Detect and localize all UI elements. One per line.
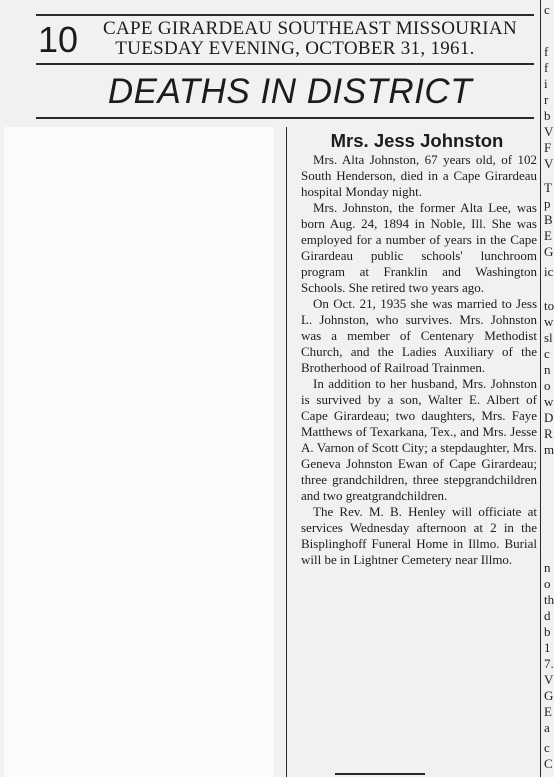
obituary-paragraph: Mrs. Johnston, the former Alta Lee, was born Aug. 24, 1894 in Noble, Ill. She was employed for a number of years in the Cape Girardeau public schools' lunchroom program at Franklin and Washington Schools. She retired two years ago.: [301, 200, 537, 295]
adjacent-column-letter: w: [544, 314, 554, 329]
obituary-paragraph: Mrs. Alta Johnston, 67 years old, of 102 South Henderson, died in a Cape Girardeau hospital Monday night.: [301, 152, 537, 199]
adjacent-column-letter: c: [544, 740, 550, 755]
adjacent-column-letter: w: [544, 394, 554, 409]
adjacent-column-letter: f: [544, 44, 549, 59]
top-rule: [36, 14, 534, 16]
obituary-title: Mrs. Jess Johnston: [330, 130, 504, 151]
adjacent-column-letter: F: [544, 140, 552, 155]
adjacent-column-letter: to: [544, 298, 554, 313]
adjacent-column-letter: R: [544, 426, 553, 441]
adjacent-column-letter: D: [544, 410, 554, 425]
adjacent-column-letter: n: [544, 362, 551, 377]
adjacent-column-letter: V: [544, 672, 554, 687]
adjacent-column-letter: b: [544, 624, 551, 639]
adjacent-column-letter: th: [544, 592, 554, 607]
end-rule: [335, 773, 425, 775]
adjacent-column-letter: V: [544, 156, 554, 171]
adjacent-column-letter: i: [544, 76, 548, 91]
obituary-paragraph: In addition to her husband, Mrs. Johnston is survived by a son, Walter E. Albert of Cape Girardeau; two daughters, Mrs. Faye Matthews of Texarkana, Tex., and Mrs. Jesse A. Varnon of Scott City; a stepdaughter, Mrs. Geneva Johnston Ewan of Cape Girardeau; three grandchildren, three stepgrandchildren and two greatgrandchildren.: [301, 376, 537, 503]
section-headline: DEATHS IN DISTRICT: [107, 72, 473, 111]
adjacent-column-letter: T: [544, 180, 552, 195]
header-rule: [36, 63, 534, 65]
page-number: 10: [38, 19, 79, 60]
obituary-paragraph: The Rev. M. B. Henley will officiate at services Wednesday afternoon at 2 in the Bisplinghoff Funeral Home in Illmo. Burial will be in Lightner Cemetery near Illmo.: [301, 504, 537, 567]
adjacent-column-letter: V: [544, 124, 554, 139]
adjacent-column-letter: E: [544, 704, 552, 719]
adjacent-column-letter: c: [544, 2, 550, 17]
adjacent-column-letter: o: [544, 378, 551, 393]
adjacent-column-letter: B: [544, 212, 553, 227]
adjacent-column-letter: a: [544, 720, 550, 735]
adjacent-column-letter: r: [544, 92, 549, 107]
adjacent-column-letter: 1: [544, 640, 551, 655]
adjacent-column-letter: o: [544, 576, 551, 591]
adjacent-column-letter: G: [544, 244, 554, 259]
adjacent-column-letter: E: [544, 228, 552, 243]
adjacent-column-letter: sl: [544, 330, 553, 345]
adjacent-column-letter: G: [544, 688, 554, 703]
adjacent-column-letter: d: [544, 608, 551, 623]
adjacent-column-letter: m: [544, 442, 554, 457]
obituary-body: [301, 152, 537, 568]
adjacent-column-letter: 7.: [544, 656, 554, 671]
adjacent-column-letter: f: [544, 60, 549, 75]
headline-rule: [36, 117, 534, 119]
adjacent-column-letter: ic: [544, 264, 554, 279]
dateline: TUESDAY EVENING, OCTOBER 31, 1961.: [115, 38, 475, 59]
newspaper-name: CAPE GIRARDEAU SOUTHEAST MISSOURIAN: [103, 18, 517, 39]
adjacent-column-letter: n: [544, 560, 551, 575]
obituary-paragraph: On Oct. 21, 1935 she was married to Jess L. Johnston, who survives. Mrs. Johnston was a member of Centenary Methodist Church, and the Ladies Auxiliary of the Brotherhood of Railroad Trainmen.: [301, 296, 537, 375]
column-divider: [286, 127, 287, 777]
adjacent-column-letter: c: [544, 346, 550, 361]
adjacent-column-letter: p: [544, 196, 551, 211]
blank-column-area: [4, 127, 274, 777]
adjacent-column-fragment: [542, 0, 552, 777]
adjacent-column-letter: C: [544, 756, 553, 771]
adjacent-column-letter: b: [544, 108, 551, 123]
right-column-divider: [540, 0, 541, 777]
